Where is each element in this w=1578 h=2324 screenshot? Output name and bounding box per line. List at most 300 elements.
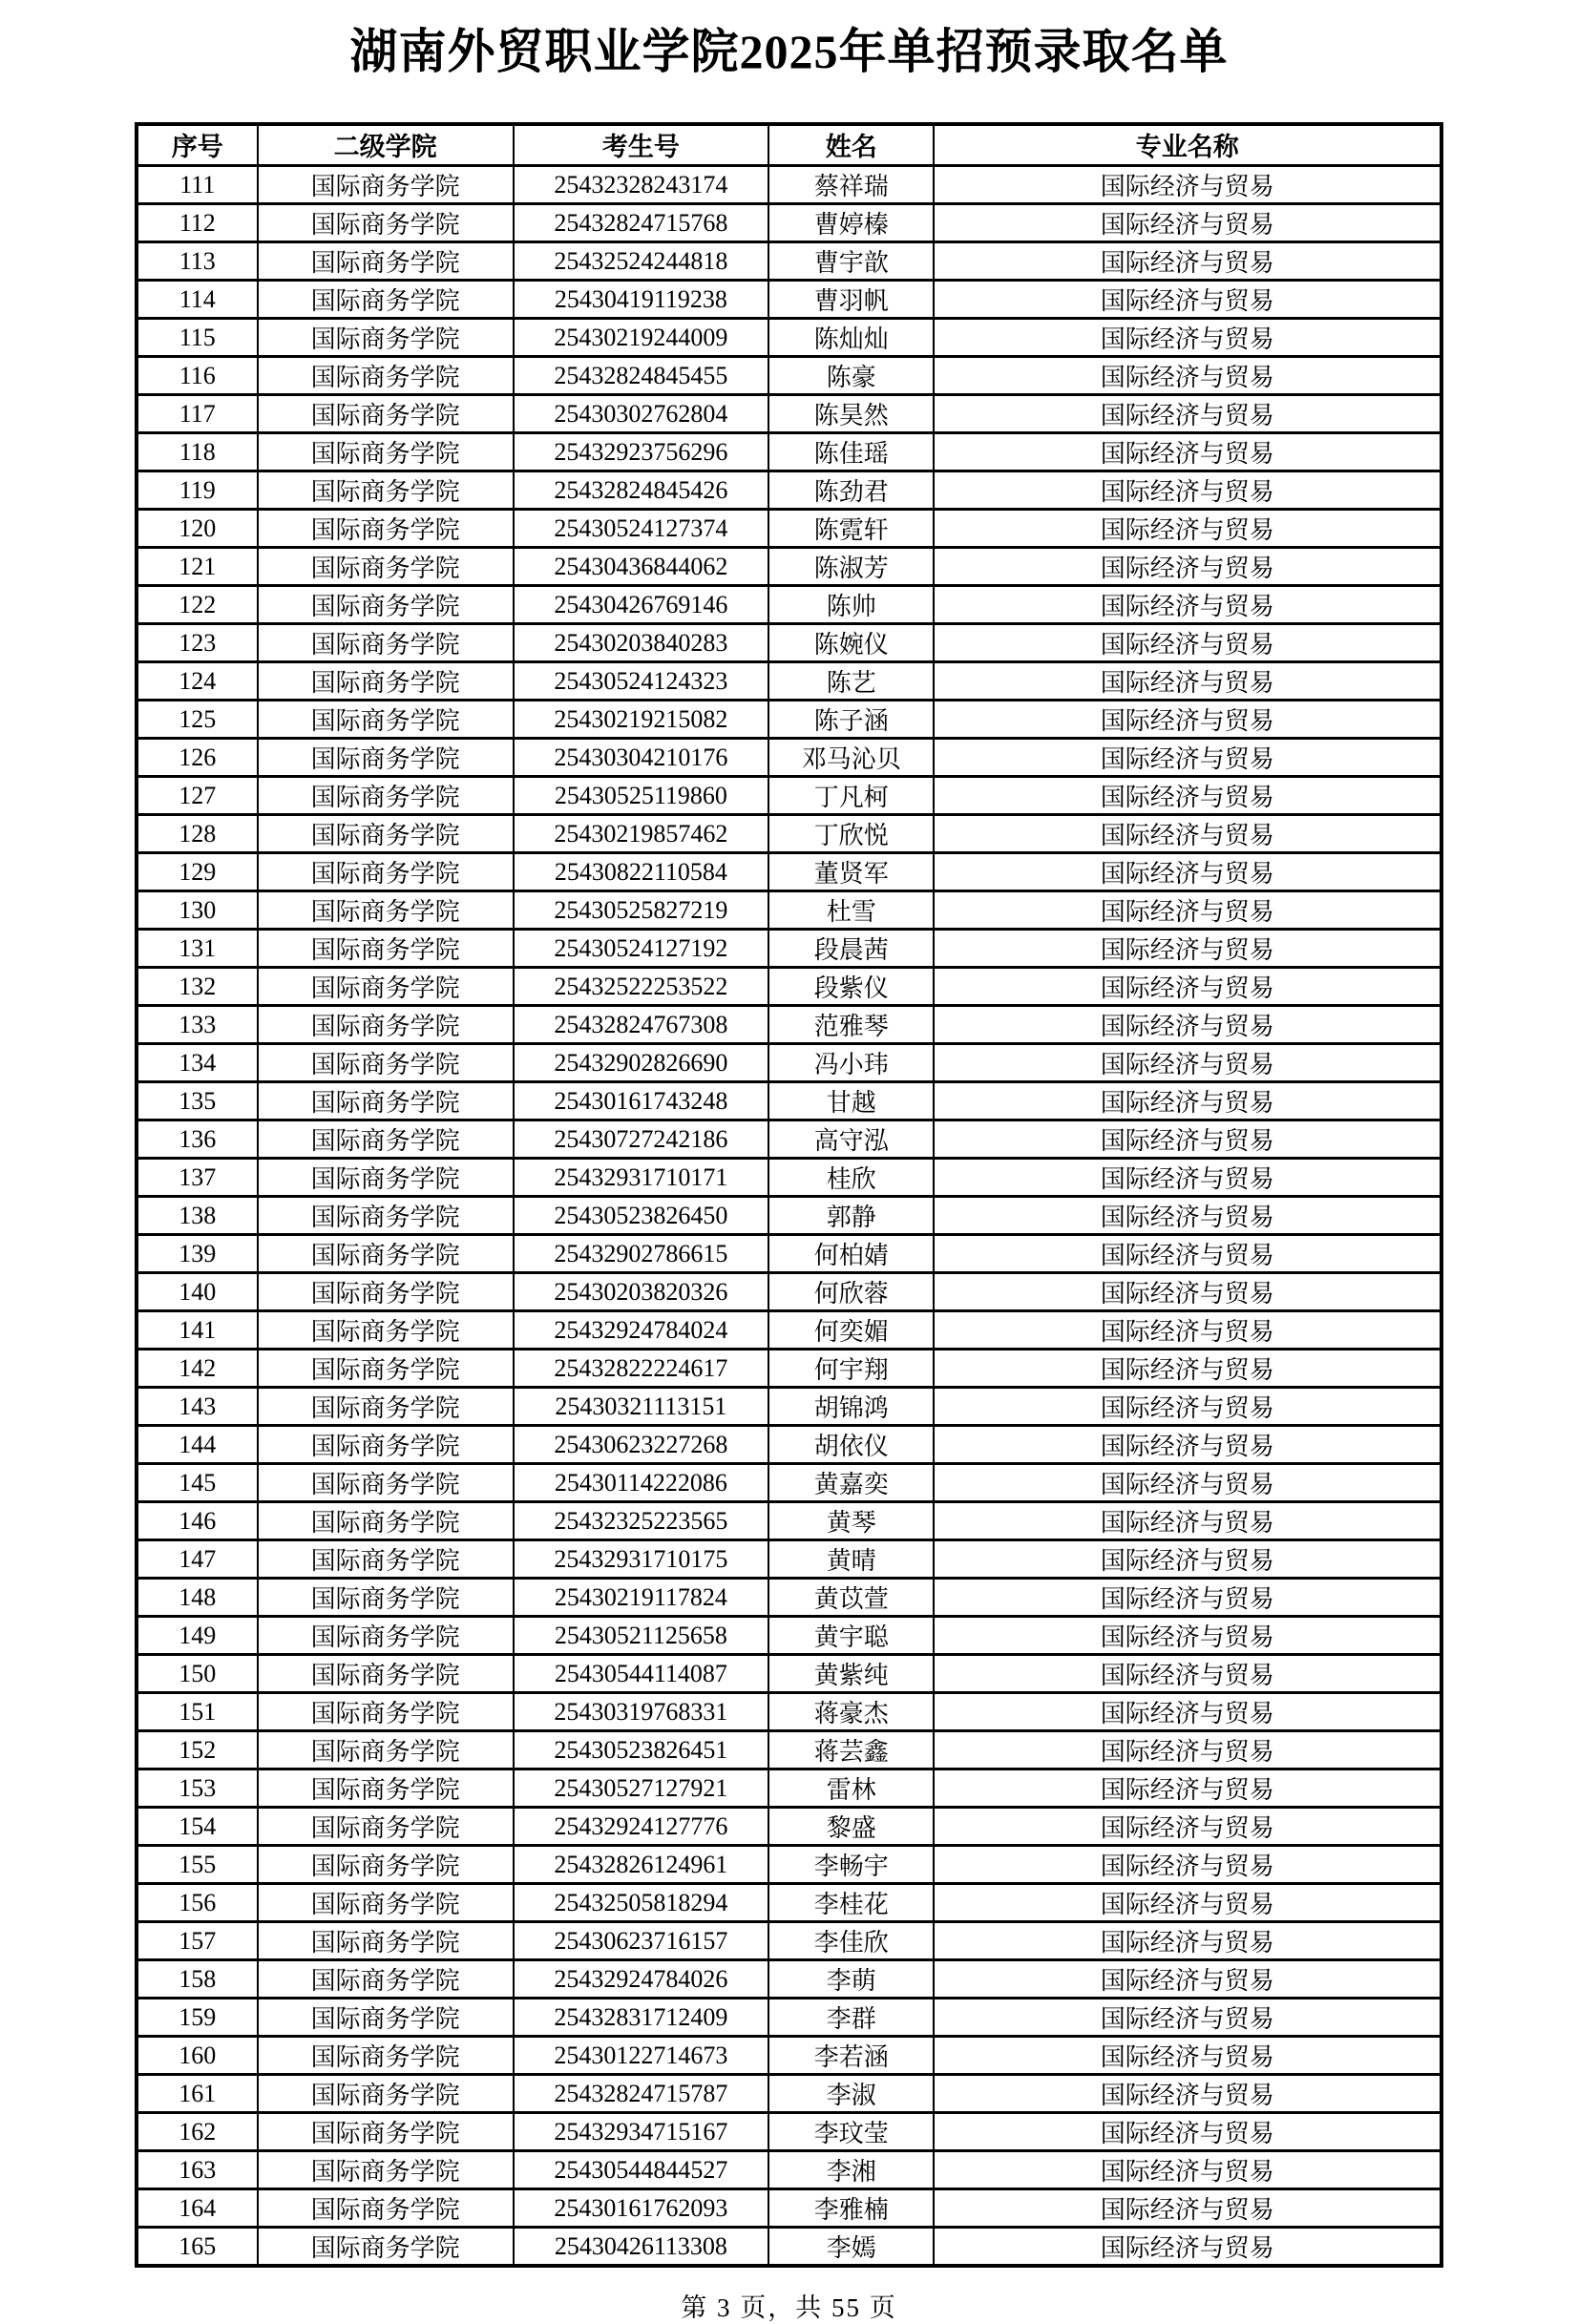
- cell-no: 117: [137, 395, 258, 433]
- table-row: [137, 1273, 1441, 1311]
- cell-name: 陈昊然: [768, 395, 934, 433]
- cell-major: 国际经济与贸易: [934, 1731, 1441, 1769]
- table-row: [137, 1884, 1441, 1922]
- cell-major: 国际经济与贸易: [934, 1502, 1441, 1540]
- cell-college: 国际商务学院: [258, 2189, 514, 2228]
- header-college: 二级学院: [258, 124, 514, 166]
- cell-college: 国际商务学院: [258, 1731, 514, 1769]
- cell-no: 154: [137, 1808, 258, 1846]
- cell-college: 国际商务学院: [258, 1808, 514, 1846]
- cell-name: 黄苡萱: [768, 1579, 934, 1617]
- table-row: [137, 1464, 1441, 1502]
- table-row: [137, 1006, 1441, 1044]
- cell-college: 国际商务学院: [258, 891, 514, 930]
- cell-college: 国际商务学院: [258, 701, 514, 739]
- cell-candidate-id: 25430727242186: [514, 1120, 768, 1159]
- cell-name: 陈佳瑶: [768, 433, 934, 471]
- cell-no: 160: [137, 2037, 258, 2075]
- cell-college: 国际商务学院: [258, 2113, 514, 2151]
- cell-major: 国际经济与贸易: [934, 739, 1441, 777]
- cell-candidate-id: 25430203840283: [514, 624, 768, 662]
- table-row: [137, 2075, 1441, 2113]
- cell-candidate-id: 25430523826451: [514, 1731, 768, 1769]
- cell-college: 国际商务学院: [258, 1082, 514, 1120]
- cell-major: 国际经济与贸易: [934, 1540, 1441, 1579]
- cell-candidate-id: 25432923756296: [514, 433, 768, 471]
- cell-college: 国际商务学院: [258, 1693, 514, 1731]
- cell-name: 蒋芸鑫: [768, 1731, 934, 1769]
- cell-no: 155: [137, 1846, 258, 1884]
- cell-name: 董贤军: [768, 853, 934, 891]
- cell-major: 国际经济与贸易: [934, 1769, 1441, 1808]
- table-row: [137, 701, 1441, 739]
- cell-major: 国际经济与贸易: [934, 1846, 1441, 1884]
- cell-name: 陈艺: [768, 662, 934, 701]
- cell-major: 国际经济与贸易: [934, 1579, 1441, 1617]
- cell-candidate-id: 25430219117824: [514, 1579, 768, 1617]
- cell-no: 134: [137, 1044, 258, 1082]
- cell-major: 国际经济与贸易: [934, 395, 1441, 433]
- cell-college: 国际商务学院: [258, 930, 514, 968]
- cell-major: 国际经济与贸易: [934, 1617, 1441, 1655]
- cell-college: 国际商务学院: [258, 1846, 514, 1884]
- cell-candidate-id: 25430524127374: [514, 510, 768, 548]
- cell-no: 161: [137, 2075, 258, 2113]
- cell-name: 雷林: [768, 1769, 934, 1808]
- table-row: [137, 662, 1441, 701]
- cell-college: 国际商务学院: [258, 1273, 514, 1311]
- table-row: [137, 1540, 1441, 1579]
- cell-candidate-id: 25432822224617: [514, 1350, 768, 1388]
- cell-major: 国际经济与贸易: [934, 2037, 1441, 2075]
- table-row: [137, 1960, 1441, 1999]
- table-row: [137, 204, 1441, 242]
- cell-college: 国际商务学院: [258, 1006, 514, 1044]
- cell-name: 陈子涵: [768, 701, 934, 739]
- cell-name: 段晨茜: [768, 930, 934, 968]
- cell-candidate-id: 25430523826450: [514, 1197, 768, 1235]
- cell-no: 151: [137, 1693, 258, 1731]
- cell-no: 142: [137, 1350, 258, 1388]
- cell-no: 130: [137, 891, 258, 930]
- cell-college: 国际商务学院: [258, 1197, 514, 1235]
- cell-name: 黄紫纯: [768, 1655, 934, 1693]
- cell-major: 国际经济与贸易: [934, 1044, 1441, 1082]
- cell-major: 国际经济与贸易: [934, 701, 1441, 739]
- cell-candidate-id: 25432826124961: [514, 1846, 768, 1884]
- cell-no: 153: [137, 1769, 258, 1808]
- cell-college: 国际商务学院: [258, 395, 514, 433]
- table-row: [137, 624, 1441, 662]
- cell-name: 何欣蓉: [768, 1273, 934, 1311]
- header-no: 序号: [137, 124, 258, 166]
- cell-major: 国际经济与贸易: [934, 1922, 1441, 1960]
- cell-name: 李嫣: [768, 2228, 934, 2267]
- cell-candidate-id: 25432824767308: [514, 1006, 768, 1044]
- cell-candidate-id: 25430521125658: [514, 1617, 768, 1655]
- cell-name: 李萌: [768, 1960, 934, 1999]
- cell-candidate-id: 25432824715768: [514, 204, 768, 242]
- cell-college: 国际商务学院: [258, 1388, 514, 1426]
- table-row: [137, 853, 1441, 891]
- cell-name: 李玟莹: [768, 2113, 934, 2151]
- cell-name: 黎盛: [768, 1808, 934, 1846]
- cell-college: 国际商务学院: [258, 433, 514, 471]
- cell-name: 陈帅: [768, 586, 934, 624]
- table-row: [137, 1769, 1441, 1808]
- cell-major: 国际经济与贸易: [934, 1999, 1441, 2037]
- header-name: 姓名: [768, 124, 934, 166]
- cell-candidate-id: 25430419119238: [514, 281, 768, 319]
- cell-major: 国际经济与贸易: [934, 1197, 1441, 1235]
- cell-name: 李若涵: [768, 2037, 934, 2075]
- table-row: [137, 357, 1441, 395]
- cell-college: 国际商务学院: [258, 1235, 514, 1273]
- cell-major: 国际经济与贸易: [934, 1693, 1441, 1731]
- cell-name: 曹羽帆: [768, 281, 934, 319]
- table-row: [137, 1311, 1441, 1350]
- cell-no: 148: [137, 1579, 258, 1617]
- cell-candidate-id: 25430544844527: [514, 2151, 768, 2189]
- cell-no: 135: [137, 1082, 258, 1120]
- cell-name: 陈淑芳: [768, 548, 934, 586]
- table-row: [137, 433, 1441, 471]
- cell-candidate-id: 25432824845455: [514, 357, 768, 395]
- cell-no: 140: [137, 1273, 258, 1311]
- cell-candidate-id: 25432902826690: [514, 1044, 768, 1082]
- table-row: [137, 319, 1441, 357]
- cell-major: 国际经济与贸易: [934, 319, 1441, 357]
- cell-no: 121: [137, 548, 258, 586]
- cell-name: 甘越: [768, 1082, 934, 1120]
- cell-college: 国际商务学院: [258, 1617, 514, 1655]
- cell-name: 何奕媚: [768, 1311, 934, 1350]
- cell-name: 郭静: [768, 1197, 934, 1235]
- cell-no: 126: [137, 739, 258, 777]
- cell-no: 125: [137, 701, 258, 739]
- cell-college: 国际商务学院: [258, 1960, 514, 1999]
- cell-major: 国际经济与贸易: [934, 930, 1441, 968]
- cell-candidate-id: 25432522253522: [514, 968, 768, 1006]
- cell-no: 119: [137, 471, 258, 510]
- cell-no: 156: [137, 1884, 258, 1922]
- cell-name: 黄琴: [768, 1502, 934, 1540]
- cell-name: 丁凡柯: [768, 777, 934, 815]
- admission-roster-table: [135, 122, 1443, 2269]
- cell-major: 国际经济与贸易: [934, 357, 1441, 395]
- cell-candidate-id: 25430219215082: [514, 701, 768, 739]
- cell-college: 国际商务学院: [258, 281, 514, 319]
- page-number-footer: 第 3 页，共 55 页: [681, 2293, 897, 2322]
- cell-name: 陈灿灿: [768, 319, 934, 357]
- cell-college: 国际商务学院: [258, 739, 514, 777]
- table-row: [137, 739, 1441, 777]
- cell-major: 国际经济与贸易: [934, 2189, 1441, 2228]
- cell-college: 国际商务学院: [258, 1655, 514, 1693]
- cell-college: 国际商务学院: [258, 1579, 514, 1617]
- cell-major: 国际经济与贸易: [934, 624, 1441, 662]
- cell-college: 国际商务学院: [258, 586, 514, 624]
- table-row: [137, 2228, 1441, 2267]
- cell-college: 国际商务学院: [258, 357, 514, 395]
- cell-candidate-id: 25432505818294: [514, 1884, 768, 1922]
- header-candidate-id: 考生号: [514, 124, 768, 166]
- cell-major: 国际经济与贸易: [934, 1426, 1441, 1464]
- table-row: [137, 1579, 1441, 1617]
- cell-major: 国际经济与贸易: [934, 1311, 1441, 1350]
- cell-name: 桂欣: [768, 1159, 934, 1197]
- cell-college: 国际商务学院: [258, 1922, 514, 1960]
- cell-candidate-id: 25432924784026: [514, 1960, 768, 1999]
- cell-college: 国际商务学院: [258, 548, 514, 586]
- cell-name: 蒋豪杰: [768, 1693, 934, 1731]
- cell-no: 113: [137, 242, 258, 281]
- cell-candidate-id: 25432824715787: [514, 2075, 768, 2113]
- cell-name: 胡锦鸿: [768, 1388, 934, 1426]
- cell-college: 国际商务学院: [258, 2228, 514, 2267]
- cell-major: 国际经济与贸易: [934, 1350, 1441, 1388]
- table-row: [137, 1426, 1441, 1464]
- cell-name: 高守泓: [768, 1120, 934, 1159]
- cell-major: 国际经济与贸易: [934, 1960, 1441, 1999]
- cell-no: 164: [137, 2189, 258, 2228]
- cell-candidate-id: 25430527127921: [514, 1769, 768, 1808]
- cell-no: 133: [137, 1006, 258, 1044]
- cell-candidate-id: 25430302762804: [514, 395, 768, 433]
- cell-candidate-id: 25430436844062: [514, 548, 768, 586]
- cell-college: 国际商务学院: [258, 1426, 514, 1464]
- cell-no: 115: [137, 319, 258, 357]
- table-header-row: [137, 124, 1441, 166]
- cell-major: 国际经济与贸易: [934, 510, 1441, 548]
- cell-candidate-id: 25430525827219: [514, 891, 768, 930]
- cell-name: 曹宇歆: [768, 242, 934, 281]
- cell-no: 132: [137, 968, 258, 1006]
- cell-major: 国际经济与贸易: [934, 548, 1441, 586]
- cell-no: 163: [137, 2151, 258, 2189]
- cell-name: 黄嘉奕: [768, 1464, 934, 1502]
- cell-name: 陈劲君: [768, 471, 934, 510]
- cell-major: 国际经济与贸易: [934, 586, 1441, 624]
- table-row: [137, 1846, 1441, 1884]
- table-row: [137, 1808, 1441, 1846]
- cell-no: 152: [137, 1731, 258, 1769]
- cell-college: 国际商务学院: [258, 1502, 514, 1540]
- cell-name: 陈霓轩: [768, 510, 934, 548]
- cell-major: 国际经济与贸易: [934, 1159, 1441, 1197]
- cell-name: 蔡祥瑞: [768, 166, 934, 204]
- cell-no: 138: [137, 1197, 258, 1235]
- cell-name: 杜雪: [768, 891, 934, 930]
- cell-college: 国际商务学院: [258, 1159, 514, 1197]
- cell-name: 丁欣悦: [768, 815, 934, 853]
- table-row: [137, 2151, 1441, 2189]
- cell-college: 国际商务学院: [258, 2075, 514, 2113]
- cell-no: 158: [137, 1960, 258, 1999]
- cell-college: 国际商务学院: [258, 1311, 514, 1350]
- table-row: [137, 1693, 1441, 1731]
- cell-college: 国际商务学院: [258, 242, 514, 281]
- cell-name: 李群: [768, 1999, 934, 2037]
- cell-name: 李湘: [768, 2151, 934, 2189]
- cell-college: 国际商务学院: [258, 1044, 514, 1082]
- cell-name: 李佳欣: [768, 1922, 934, 1960]
- cell-college: 国际商务学院: [258, 1884, 514, 1922]
- cell-major: 国际经济与贸易: [934, 166, 1441, 204]
- cell-college: 国际商务学院: [258, 2037, 514, 2075]
- cell-major: 国际经济与贸易: [934, 281, 1441, 319]
- cell-name: 胡依仪: [768, 1426, 934, 1464]
- cell-candidate-id: 25432924784024: [514, 1311, 768, 1350]
- cell-college: 国际商务学院: [258, 815, 514, 853]
- cell-major: 国际经济与贸易: [934, 1006, 1441, 1044]
- table-row: [137, 1120, 1441, 1159]
- cell-candidate-id: 25430623227268: [514, 1426, 768, 1464]
- cell-name: 何宇翔: [768, 1350, 934, 1388]
- table-row: [137, 1617, 1441, 1655]
- cell-college: 国际商务学院: [258, 2151, 514, 2189]
- cell-candidate-id: 25432328243174: [514, 166, 768, 204]
- cell-no: 157: [137, 1922, 258, 1960]
- cell-candidate-id: 25430161743248: [514, 1082, 768, 1120]
- cell-name: 黄宇聪: [768, 1617, 934, 1655]
- cell-no: 162: [137, 2113, 258, 2151]
- cell-major: 国际经济与贸易: [934, 1808, 1441, 1846]
- cell-candidate-id: 25432524244818: [514, 242, 768, 281]
- table-row: [137, 166, 1441, 204]
- cell-major: 国际经济与贸易: [934, 1082, 1441, 1120]
- cell-major: 国际经济与贸易: [934, 242, 1441, 281]
- cell-name: 冯小玮: [768, 1044, 934, 1082]
- cell-candidate-id: 25432931710171: [514, 1159, 768, 1197]
- cell-no: 147: [137, 1540, 258, 1579]
- cell-no: 136: [137, 1120, 258, 1159]
- cell-candidate-id: 25430525119860: [514, 777, 768, 815]
- cell-no: 143: [137, 1388, 258, 1426]
- table-row: [137, 1922, 1441, 1960]
- cell-no: 118: [137, 433, 258, 471]
- cell-no: 122: [137, 586, 258, 624]
- cell-no: 131: [137, 930, 258, 968]
- table-row: [137, 395, 1441, 433]
- cell-college: 国际商务学院: [258, 204, 514, 242]
- cell-major: 国际经济与贸易: [934, 815, 1441, 853]
- table-row: [137, 1082, 1441, 1120]
- cell-college: 国际商务学院: [258, 662, 514, 701]
- cell-name: 李畅宇: [768, 1846, 934, 1884]
- cell-major: 国际经济与贸易: [934, 1388, 1441, 1426]
- cell-candidate-id: 25430219244009: [514, 319, 768, 357]
- cell-college: 国际商务学院: [258, 853, 514, 891]
- cell-no: 111: [137, 166, 258, 204]
- cell-major: 国际经济与贸易: [934, 204, 1441, 242]
- cell-college: 国际商务学院: [258, 1464, 514, 1502]
- cell-candidate-id: 25430219857462: [514, 815, 768, 853]
- table-row: [137, 1731, 1441, 1769]
- table-row: [137, 242, 1441, 281]
- cell-candidate-id: 25430203820326: [514, 1273, 768, 1311]
- table-row: [137, 1350, 1441, 1388]
- cell-no: 139: [137, 1235, 258, 1273]
- cell-college: 国际商务学院: [258, 166, 514, 204]
- cell-college: 国际商务学院: [258, 624, 514, 662]
- cell-no: 144: [137, 1426, 258, 1464]
- cell-name: 黄晴: [768, 1540, 934, 1579]
- table-row: [137, 930, 1441, 968]
- cell-no: 127: [137, 777, 258, 815]
- cell-no: 128: [137, 815, 258, 853]
- cell-name: 曹婷榛: [768, 204, 934, 242]
- cell-major: 国际经济与贸易: [934, 2075, 1441, 2113]
- cell-name: 何柏婧: [768, 1235, 934, 1273]
- cell-college: 国际商务学院: [258, 1540, 514, 1579]
- cell-college: 国际商务学院: [258, 777, 514, 815]
- cell-candidate-id: 25432325223565: [514, 1502, 768, 1540]
- cell-major: 国际经济与贸易: [934, 1120, 1441, 1159]
- cell-candidate-id: 25430426769146: [514, 586, 768, 624]
- table-body: [137, 166, 1441, 2267]
- cell-major: 国际经济与贸易: [934, 1464, 1441, 1502]
- cell-major: 国际经济与贸易: [934, 662, 1441, 701]
- cell-name: 李雅楠: [768, 2189, 934, 2228]
- cell-name: 范雅琴: [768, 1006, 934, 1044]
- cell-name: 邓马沁贝: [768, 739, 934, 777]
- cell-no: 150: [137, 1655, 258, 1693]
- table-row: [137, 1197, 1441, 1235]
- table-row: [137, 1502, 1441, 1540]
- table-row: [137, 1235, 1441, 1273]
- cell-major: 国际经济与贸易: [934, 1655, 1441, 1693]
- header-major: 专业名称: [934, 124, 1441, 166]
- cell-candidate-id: 25430319768331: [514, 1693, 768, 1731]
- cell-college: 国际商务学院: [258, 1769, 514, 1808]
- cell-no: 159: [137, 1999, 258, 2037]
- cell-college: 国际商务学院: [258, 510, 514, 548]
- cell-candidate-id: 25430321113151: [514, 1388, 768, 1426]
- cell-candidate-id: 25430161762093: [514, 2189, 768, 2228]
- cell-no: 165: [137, 2228, 258, 2267]
- cell-major: 国际经济与贸易: [934, 2113, 1441, 2151]
- table-row: [137, 1044, 1441, 1082]
- cell-no: 141: [137, 1311, 258, 1350]
- cell-candidate-id: 25430426113308: [514, 2228, 768, 2267]
- cell-candidate-id: 25430122714673: [514, 2037, 768, 2075]
- cell-no: 146: [137, 1502, 258, 1540]
- cell-candidate-id: 25432824845426: [514, 471, 768, 510]
- cell-major: 国际经济与贸易: [934, 471, 1441, 510]
- cell-name: 李桂花: [768, 1884, 934, 1922]
- cell-candidate-id: 25430822110584: [514, 853, 768, 891]
- cell-major: 国际经济与贸易: [934, 853, 1441, 891]
- cell-major: 国际经济与贸易: [934, 2228, 1441, 2267]
- cell-name: 陈豪: [768, 357, 934, 395]
- table-row: [137, 281, 1441, 319]
- cell-candidate-id: 25432931710175: [514, 1540, 768, 1579]
- table-row: [137, 510, 1441, 548]
- table-row: [137, 815, 1441, 853]
- table-row: [137, 586, 1441, 624]
- cell-major: 国际经济与贸易: [934, 1273, 1441, 1311]
- cell-major: 国际经济与贸易: [934, 433, 1441, 471]
- table-row: [137, 777, 1441, 815]
- cell-name: 李淑: [768, 2075, 934, 2113]
- table-row: [137, 2037, 1441, 2075]
- table-row: [137, 1159, 1441, 1197]
- cell-candidate-id: 25430524124323: [514, 662, 768, 701]
- cell-major: 国际经济与贸易: [934, 1235, 1441, 1273]
- cell-name: 段紫仪: [768, 968, 934, 1006]
- cell-candidate-id: 25432902786615: [514, 1235, 768, 1273]
